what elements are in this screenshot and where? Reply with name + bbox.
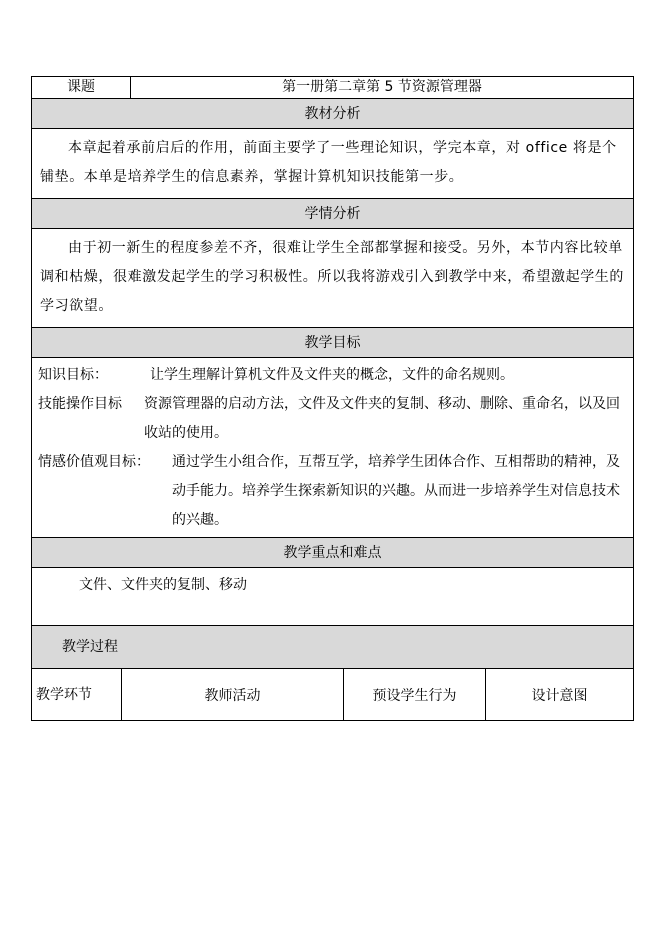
lesson-plan-table — [31, 76, 634, 721]
knowledge-objective-label: 知识目标： — [38, 367, 108, 383]
key-points-row — [32, 568, 633, 626]
column-header-intent: 设计意图 — [531, 687, 588, 704]
knowledge-objective-text: 让学生理解计算机文件及文件夹的概念，文件的命名规则。 — [150, 367, 514, 383]
skill-objective-label: 技能操作目标 — [38, 396, 122, 412]
teaching-objectives-body — [32, 358, 633, 538]
knowledge-objective — [38, 361, 627, 390]
teaching-objectives-header: 教学目标 — [32, 328, 633, 358]
emotion-objective — [38, 448, 627, 535]
process-columns-row — [32, 669, 633, 720]
teaching-process-header: 教学过程 — [32, 626, 633, 669]
column-header-teacher: 教师活动 — [122, 669, 344, 720]
key-points-header: 教学重点和难点 — [32, 538, 633, 568]
skill-objective — [38, 390, 627, 448]
topic-row — [32, 77, 633, 99]
key-points-text: 文件、文件夹的复制、移动 — [79, 577, 247, 593]
topic-label: 课题 — [32, 77, 131, 98]
column-header-student: 预设学生行为 — [344, 669, 486, 720]
skill-objective-text: 资源管理器的启动方法，文件及文件夹的复制、移动、删除、重命名，以及回收站的使用。 — [144, 396, 620, 441]
topic-value: 第一册第二章第 5 节资源管理器 — [282, 79, 482, 95]
material-analysis-header: 教材分析 — [32, 99, 633, 129]
student-analysis-text: 由于初一新生的程度参差不齐，很难让学生全部都掌握和接受。另外，本节内容比较单调和枯燥，很难激发起学生的学习积极性。所以我将游戏引入到教学中来，希望激起学生的学习欲望。 — [32, 229, 633, 328]
student-analysis-header: 学情分析 — [32, 199, 633, 229]
emotion-objective-text: 通过学生小组合作，互帮互学，培养学生团体合作、互相帮助的精神，及动手能力。培养学生探索新知识的兴趣。从而进一步培养学生对信息技术的兴趣。 — [172, 454, 620, 528]
emotion-objective-label: 情感价值观目标： — [38, 454, 150, 470]
column-header-stage: 教学环节 — [32, 669, 122, 720]
material-analysis-text: 本章起着承前启后的作用，前面主要学了一些理论知识，学完本章，对 office 将是个铺垫。本单是培养学生的信息素养，掌握计算机知识技能第一步。 — [32, 129, 633, 199]
